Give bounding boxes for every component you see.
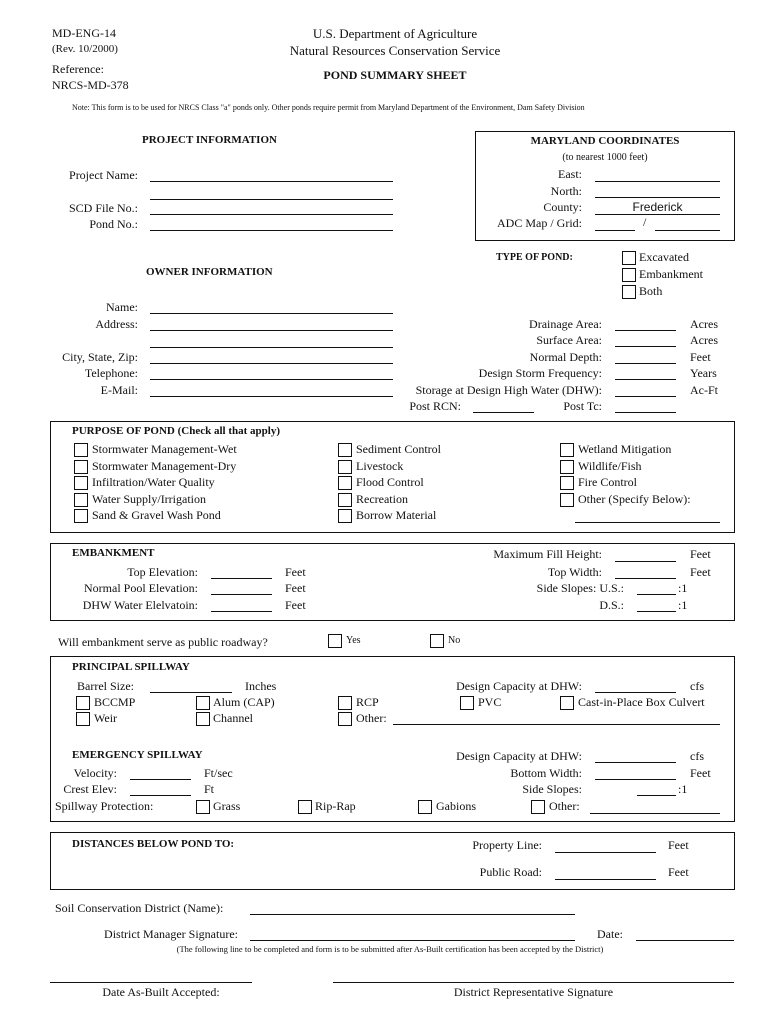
post-rcn-label: Post RCN: bbox=[409, 399, 461, 413]
swm-dry-checkbox[interactable] bbox=[74, 460, 88, 474]
property-line-field[interactable] bbox=[555, 852, 656, 853]
wildlife-fish-checkbox[interactable] bbox=[560, 460, 574, 474]
city-state-zip-label: City, State, Zip: bbox=[62, 350, 138, 364]
form-revision: (Rev. 10/2000) bbox=[52, 43, 118, 55]
purpose-heading: PURPOSE OF POND (Check all that apply) bbox=[72, 425, 280, 437]
embankment-checkbox[interactable] bbox=[622, 268, 636, 282]
project-name-label: Project Name: bbox=[69, 168, 138, 182]
flood-control-checkbox[interactable] bbox=[338, 476, 352, 490]
infiltration-label: Infiltration/Water Quality bbox=[92, 475, 215, 489]
county-label: County: bbox=[543, 200, 582, 214]
wetland-mitigation-label: Wetland Mitigation bbox=[578, 442, 672, 456]
velocity-field[interactable] bbox=[130, 779, 191, 780]
reference-label: Reference: bbox=[52, 62, 104, 76]
other-purpose-checkbox[interactable] bbox=[560, 493, 574, 507]
both-label: Both bbox=[639, 284, 663, 298]
alum-cap-checkbox[interactable] bbox=[196, 696, 210, 710]
velocity-unit: Ft/sec bbox=[204, 766, 233, 780]
representative-signature-field[interactable] bbox=[333, 982, 734, 983]
storm-frequency-unit: Years bbox=[690, 366, 717, 380]
other-spillway-label: Other: bbox=[356, 711, 387, 725]
rcp-checkbox[interactable] bbox=[338, 696, 352, 710]
box-culvert-checkbox[interactable] bbox=[560, 696, 574, 710]
fire-control-checkbox[interactable] bbox=[560, 476, 574, 490]
principal-capacity-unit: cfs bbox=[690, 679, 704, 693]
scd-name-label: Soil Conservation District (Name): bbox=[55, 901, 224, 915]
crest-elev-field[interactable] bbox=[130, 795, 191, 796]
north-field[interactable] bbox=[595, 197, 720, 198]
reference-value: NRCS-MD-378 bbox=[52, 78, 129, 92]
owner-info-heading: OWNER INFORMATION bbox=[146, 266, 273, 278]
sediment-control-checkbox[interactable] bbox=[338, 443, 352, 457]
side-slopes-us-field[interactable] bbox=[637, 594, 676, 595]
livestock-checkbox[interactable] bbox=[338, 460, 352, 474]
emergency-side-slopes-label: Side Slopes: bbox=[522, 782, 582, 796]
agency-name: U.S. Department of Agriculture bbox=[312, 26, 478, 41]
top-width-label: Top Width: bbox=[547, 565, 602, 579]
storage-dhw-label: Storage at Design High Water (DHW): bbox=[415, 383, 602, 397]
grass-label: Grass bbox=[213, 799, 241, 813]
borrow-material-checkbox[interactable] bbox=[338, 509, 352, 523]
other-protection-label: Other: bbox=[549, 799, 580, 813]
side-slopes-us-ratio: :1 bbox=[678, 581, 688, 595]
surface-area-field[interactable] bbox=[615, 346, 676, 347]
emergency-capacity-unit: cfs bbox=[690, 749, 704, 763]
sediment-control-label: Sediment Control bbox=[356, 442, 441, 456]
flood-control-label: Flood Control bbox=[356, 475, 424, 489]
infiltration-checkbox[interactable] bbox=[74, 476, 88, 490]
embankment-label: Embankment bbox=[639, 267, 703, 281]
max-fill-field[interactable] bbox=[615, 561, 676, 562]
service-name: Natural Resources Conservation Service bbox=[289, 43, 501, 58]
bottom-width-unit: Feet bbox=[690, 766, 711, 780]
side-slopes-ds-label: D.S.: bbox=[599, 598, 624, 612]
coordinates-subheading: (to nearest 1000 feet) bbox=[562, 152, 648, 163]
drainage-area-field[interactable] bbox=[615, 330, 676, 331]
roadway-no-label: No bbox=[448, 635, 461, 646]
drainage-area-label: Drainage Area: bbox=[529, 317, 602, 331]
asbuilt-date-field[interactable] bbox=[50, 982, 252, 983]
rip-rap-label: Rip-Rap bbox=[315, 799, 356, 813]
asbuilt-date-label: Date As-Built Accepted: bbox=[102, 985, 220, 999]
surface-area-unit: Acres bbox=[690, 333, 718, 347]
emergency-side-slopes-ratio: :1 bbox=[678, 782, 688, 796]
post-rcn-field[interactable] bbox=[473, 412, 534, 413]
project-info-heading: PROJECT INFORMATION bbox=[142, 134, 277, 146]
address-field-2[interactable] bbox=[150, 347, 393, 348]
swm-dry-label: Stormwater Management-Dry bbox=[92, 459, 237, 473]
channel-label: Channel bbox=[213, 711, 253, 725]
project-name-field[interactable] bbox=[150, 181, 393, 182]
representative-signature-label: District Representative Signature bbox=[453, 985, 614, 999]
spillway-box bbox=[50, 656, 735, 822]
adc-map-label: ADC Map / Grid: bbox=[497, 216, 582, 230]
max-fill-label: Maximum Fill Height: bbox=[493, 547, 602, 561]
other-protection-checkbox[interactable] bbox=[531, 800, 545, 814]
channel-checkbox[interactable] bbox=[196, 712, 210, 726]
gabions-checkbox[interactable] bbox=[418, 800, 432, 814]
storm-frequency-label: Design Storm Frequency: bbox=[478, 366, 602, 380]
other-purpose-label: Other (Specify Below): bbox=[578, 492, 691, 506]
normal-depth-unit: Feet bbox=[690, 350, 711, 364]
manager-date-field[interactable] bbox=[636, 940, 734, 941]
surface-area-label: Surface Area: bbox=[536, 333, 602, 347]
top-elevation-unit: Feet bbox=[285, 565, 306, 579]
side-slopes-ds-field[interactable] bbox=[637, 611, 676, 612]
county-field[interactable] bbox=[595, 214, 720, 215]
swm-wet-label: Stormwater Management-Wet bbox=[92, 442, 237, 456]
other-purpose-field[interactable] bbox=[575, 522, 720, 523]
roadway-no-checkbox[interactable] bbox=[430, 634, 444, 648]
storage-dhw-field[interactable] bbox=[615, 396, 676, 397]
normal-pool-unit: Feet bbox=[285, 581, 306, 595]
county-value[interactable]: Frederick bbox=[632, 200, 683, 214]
coordinates-heading: MARYLAND COORDINATES bbox=[530, 135, 680, 147]
other-spillway-field[interactable] bbox=[393, 724, 720, 725]
telephone-label: Telephone: bbox=[84, 366, 138, 380]
velocity-label: Velocity: bbox=[73, 766, 117, 780]
top-width-unit: Feet bbox=[690, 565, 711, 579]
top-elevation-field[interactable] bbox=[211, 578, 272, 579]
gabions-label: Gabions bbox=[436, 799, 476, 813]
bccmp-label: BCCMP bbox=[94, 695, 136, 709]
distances-heading: DISTANCES BELOW POND TO: bbox=[72, 838, 235, 850]
side-slopes-us-label: Side Slopes: U.S.: bbox=[536, 581, 624, 595]
footer-note: (The following line to be completed and form is to be submitted after As-Built certification has been accepted by the District) bbox=[176, 944, 604, 954]
public-road-field[interactable] bbox=[555, 879, 656, 880]
storage-dhw-unit: Ac-Ft bbox=[690, 383, 718, 397]
crest-elev-label: Crest Elev: bbox=[63, 782, 117, 796]
swm-wet-checkbox[interactable] bbox=[74, 443, 88, 457]
type-of-pond-heading: TYPE OF POND: bbox=[496, 252, 573, 263]
email-label: E-Mail: bbox=[100, 383, 138, 397]
sand-gravel-checkbox[interactable] bbox=[74, 509, 88, 523]
bccmp-checkbox[interactable] bbox=[76, 696, 90, 710]
wetland-mitigation-checkbox[interactable] bbox=[560, 443, 574, 457]
pond-no-field[interactable] bbox=[150, 230, 393, 231]
other-protection-field[interactable] bbox=[590, 813, 720, 814]
fire-control-label: Fire Control bbox=[578, 475, 637, 489]
normal-depth-field[interactable] bbox=[615, 363, 676, 364]
excavated-label: Excavated bbox=[639, 250, 689, 264]
east-label: East: bbox=[558, 167, 582, 181]
spillway-protection-label: Spillway Protection: bbox=[55, 799, 154, 813]
barrel-size-label: Barrel Size: bbox=[77, 679, 134, 693]
emergency-spillway-heading: EMERGENCY SPILLWAY bbox=[72, 749, 203, 761]
top-width-field[interactable] bbox=[615, 578, 676, 579]
embankment-heading: EMBANKMENT bbox=[72, 547, 155, 559]
adc-slash: / bbox=[643, 215, 647, 229]
livestock-label: Livestock bbox=[356, 459, 404, 473]
pvc-checkbox[interactable] bbox=[460, 696, 474, 710]
rcp-label: RCP bbox=[356, 695, 379, 709]
owner-name-label: Name: bbox=[106, 300, 138, 314]
top-elevation-label: Top Elevation: bbox=[127, 565, 198, 579]
post-tc-field[interactable] bbox=[615, 412, 676, 413]
wildlife-fish-label: Wildlife/Fish bbox=[578, 459, 642, 473]
public-road-unit: Feet bbox=[668, 865, 689, 879]
post-tc-label: Post Tc: bbox=[563, 399, 602, 413]
normal-pool-label: Normal Pool Elevation: bbox=[84, 581, 198, 595]
property-line-label: Property Line: bbox=[472, 838, 542, 852]
roadway-question: Will embankment serve as public roadway? bbox=[58, 635, 268, 649]
principal-spillway-heading: PRINCIPAL SPILLWAY bbox=[72, 661, 190, 673]
emergency-side-slopes-field[interactable] bbox=[637, 795, 676, 796]
manager-signature-field[interactable] bbox=[250, 940, 575, 941]
telephone-field[interactable] bbox=[150, 379, 393, 380]
side-slopes-ds-ratio: :1 bbox=[678, 598, 688, 612]
scd-name-field[interactable] bbox=[250, 914, 575, 915]
manager-signature-label: District Manager Signature: bbox=[104, 927, 238, 941]
weir-label: Weir bbox=[94, 711, 118, 725]
roadway-yes-checkbox[interactable] bbox=[328, 634, 342, 648]
address-field[interactable] bbox=[150, 330, 393, 331]
max-fill-unit: Feet bbox=[690, 547, 711, 561]
email-field[interactable] bbox=[150, 396, 393, 397]
north-label: North: bbox=[550, 184, 582, 198]
property-line-unit: Feet bbox=[668, 838, 689, 852]
barrel-size-unit: Inches bbox=[245, 679, 277, 693]
east-field[interactable] bbox=[595, 181, 720, 182]
page-title: POND SUMMARY SHEET bbox=[323, 68, 467, 82]
alum-cap-label: Alum (CAP) bbox=[213, 695, 275, 709]
both-checkbox[interactable] bbox=[622, 285, 636, 299]
drainage-area-unit: Acres bbox=[690, 317, 718, 331]
emergency-capacity-field[interactable] bbox=[595, 762, 676, 763]
weir-checkbox[interactable] bbox=[76, 712, 90, 726]
normal-pool-field[interactable] bbox=[211, 594, 272, 595]
principal-capacity-field[interactable] bbox=[595, 692, 676, 693]
project-name-field-2[interactable] bbox=[150, 199, 393, 200]
form-note: Note: This form is to be used for NRCS Class "a" ponds only. Other ponds require permit from Maryland Department of the Environment, Dam Safety Division bbox=[72, 103, 585, 112]
adc-grid-field[interactable] bbox=[655, 230, 720, 231]
grass-checkbox[interactable] bbox=[196, 800, 210, 814]
box-culvert-label: Cast-in-Place Box Culvert bbox=[578, 695, 705, 709]
bottom-width-field[interactable] bbox=[595, 779, 676, 780]
bottom-width-label: Bottom Width: bbox=[510, 766, 582, 780]
owner-name-field[interactable] bbox=[150, 313, 393, 314]
pond-no-label: Pond No.: bbox=[89, 217, 138, 231]
barrel-size-field[interactable] bbox=[150, 692, 232, 693]
roadway-yes-label: Yes bbox=[346, 635, 361, 646]
normal-depth-label: Normal Depth: bbox=[529, 350, 602, 364]
recreation-label: Recreation bbox=[356, 492, 408, 506]
pvc-label: PVC bbox=[478, 695, 502, 709]
principal-capacity-label: Design Capacity at DHW: bbox=[456, 679, 582, 693]
dhw-elevation-field[interactable] bbox=[211, 611, 272, 612]
water-supply-label: Water Supply/Irrigation bbox=[92, 492, 207, 506]
sand-gravel-label: Sand & Gravel Wash Pond bbox=[92, 508, 221, 522]
manager-date-label: Date: bbox=[597, 927, 623, 941]
recreation-checkbox[interactable] bbox=[338, 493, 352, 507]
excavated-checkbox[interactable] bbox=[622, 251, 636, 265]
borrow-material-label: Borrow Material bbox=[356, 508, 437, 522]
city-state-zip-field[interactable] bbox=[150, 363, 393, 364]
public-road-label: Public Road: bbox=[479, 865, 542, 879]
form-id: MD-ENG-14 bbox=[52, 26, 116, 40]
other-spillway-checkbox[interactable] bbox=[338, 712, 352, 726]
scd-file-label: SCD File No.: bbox=[68, 201, 138, 215]
rip-rap-checkbox[interactable] bbox=[298, 800, 312, 814]
dhw-elevation-label: DHW Water Elelvatoin: bbox=[82, 598, 198, 612]
adc-map-field[interactable] bbox=[595, 230, 635, 231]
emergency-capacity-label: Design Capacity at DHW: bbox=[456, 749, 582, 763]
scd-file-field[interactable] bbox=[150, 214, 393, 215]
crest-elev-unit: Ft bbox=[204, 782, 215, 796]
water-supply-checkbox[interactable] bbox=[74, 493, 88, 507]
address-label: Address: bbox=[95, 317, 138, 331]
storm-frequency-field[interactable] bbox=[615, 379, 676, 380]
dhw-elevation-unit: Feet bbox=[285, 598, 306, 612]
